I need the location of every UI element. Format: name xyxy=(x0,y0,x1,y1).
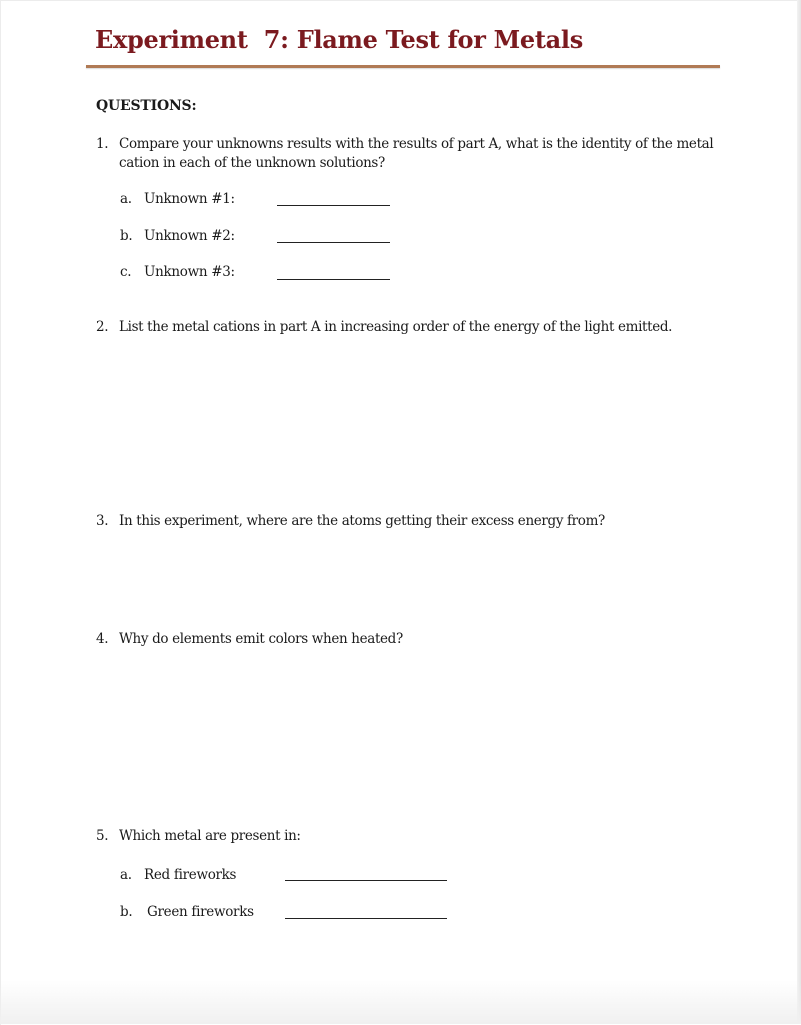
page-bottom-fade xyxy=(0,980,801,1024)
sub-item-letter: a. xyxy=(120,867,132,883)
question-text-continued: cation in each of the unknown solutions? xyxy=(119,155,385,171)
question-5 xyxy=(96,827,736,847)
answer-blank-unknown-1[interactable] xyxy=(277,205,390,206)
sub-item-letter: b. xyxy=(120,228,133,244)
question-number: 2. xyxy=(96,319,109,335)
question-text: List the metal cations in part A in increasing order of the energy of the light emitted. xyxy=(119,319,673,335)
question-1 xyxy=(96,135,736,175)
sub-item-label: Red fireworks xyxy=(144,867,237,883)
question-text: Compare your unknowns results with the results of part A, what is the identity of the metal xyxy=(119,136,714,152)
question-text: In this experiment, where are the atoms getting their excess energy from? xyxy=(119,513,605,529)
question-2 xyxy=(96,318,736,338)
answer-blank-red-fireworks[interactable] xyxy=(285,880,447,881)
sub-item-letter: a. xyxy=(120,191,132,207)
question-3 xyxy=(96,512,736,532)
title-divider xyxy=(86,65,720,68)
sub-item-label: Unknown #2: xyxy=(144,228,235,244)
questions-heading: QUESTIONS: xyxy=(96,98,197,114)
question-number: 3. xyxy=(96,513,109,529)
answer-blank-unknown-3[interactable] xyxy=(277,279,390,280)
page-edge-shadow xyxy=(797,0,801,1024)
question-number: 5. xyxy=(96,828,109,844)
question-text: Which metal are present in: xyxy=(119,828,301,844)
document-title: Experiment 7: Flame Test for Metals xyxy=(95,25,583,54)
sub-item-letter: c. xyxy=(120,264,132,280)
sub-item-letter: b. xyxy=(120,904,133,920)
question-number: 1. xyxy=(96,136,109,152)
sub-item-label: Unknown #1: xyxy=(144,191,235,207)
answer-blank-unknown-2[interactable] xyxy=(277,242,390,243)
answer-blank-green-fireworks[interactable] xyxy=(285,918,447,919)
sub-item-label: Unknown #3: xyxy=(144,264,235,280)
question-number: 4. xyxy=(96,631,109,647)
question-4 xyxy=(96,630,736,650)
question-text: Why do elements emit colors when heated? xyxy=(119,631,403,647)
sub-item-label: Green fireworks xyxy=(147,904,254,920)
